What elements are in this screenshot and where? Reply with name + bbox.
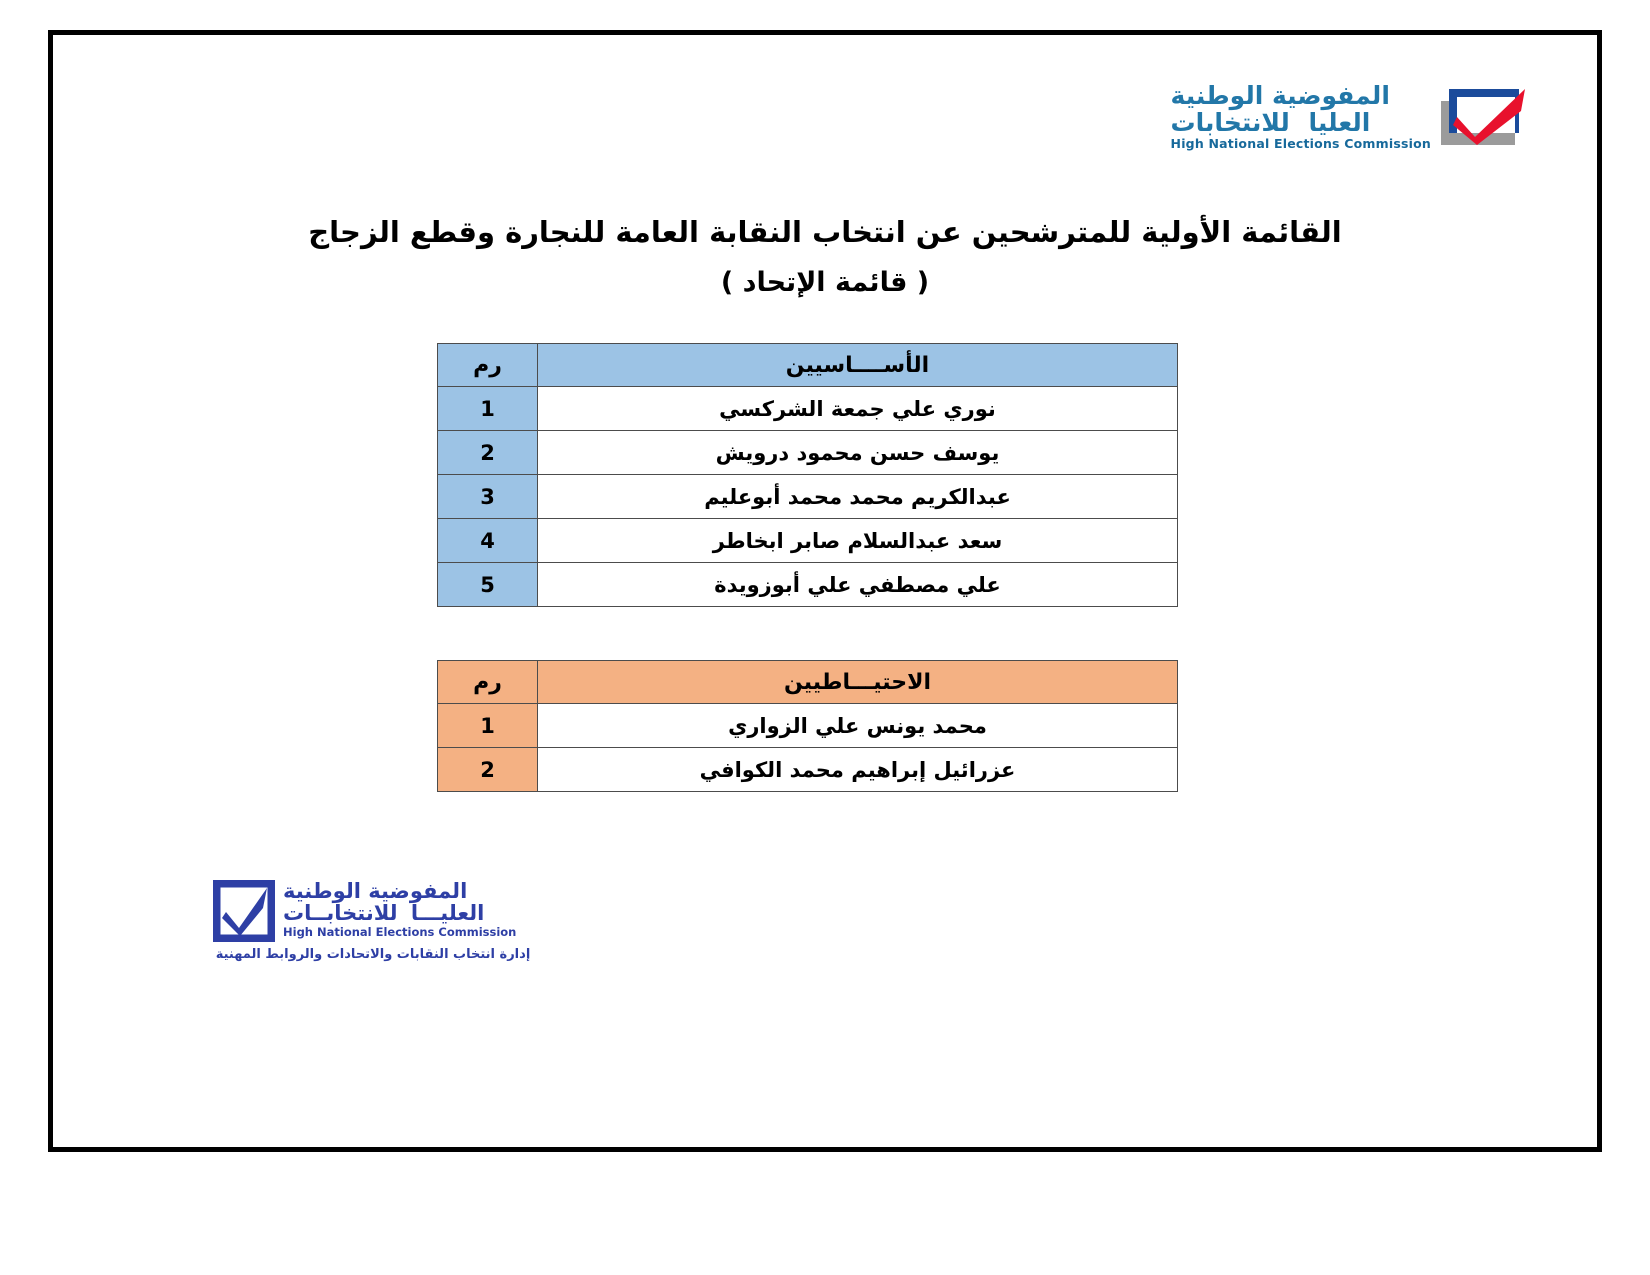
stamp-arabic-line-1: المفوضية الوطنية	[283, 879, 468, 903]
primary-name-column-header: الأســــاسيين	[538, 344, 1178, 387]
candidate-name: عبدالكريم محمد محمد أبوعليم	[538, 475, 1178, 519]
reserve-number-column-header: رم	[438, 661, 538, 704]
table-row	[438, 704, 1178, 748]
candidate-name: يوسف حسن محمود درويش	[538, 431, 1178, 475]
hnec-header-logo	[1171, 83, 1529, 151]
candidate-name: عزرائيل إبراهيم محمد الكوافي	[538, 748, 1178, 792]
stamp-department-line: إدارة انتخاب النقابات والاتحادات والروابط المهنية	[215, 947, 531, 962]
table-row	[438, 748, 1178, 792]
page-subtitle: ( قائمة الإتحاد )	[720, 267, 930, 298]
logo-arabic-line-1: المفوضية الوطنية	[1170, 81, 1390, 110]
table-row	[438, 563, 1178, 607]
candidate-number: 1	[438, 704, 538, 748]
candidate-number: 3	[438, 475, 538, 519]
table-row	[438, 387, 1178, 431]
table-header-row	[438, 344, 1178, 387]
candidate-number: 5	[438, 563, 538, 607]
candidate-name: نوري علي جمعة الشركسي	[538, 387, 1178, 431]
table-row	[438, 475, 1178, 519]
checkmark-in-box-stamp-icon	[213, 880, 275, 942]
candidate-number: 4	[438, 519, 538, 563]
primary-number-column-header: رم	[438, 344, 538, 387]
table-row	[438, 431, 1178, 475]
document-page	[48, 30, 1602, 1152]
checkmark-in-box-icon	[1441, 89, 1529, 145]
candidate-number: 2	[438, 748, 538, 792]
primary-candidates-table	[437, 343, 1178, 607]
candidate-number: 1	[438, 387, 538, 431]
page-title: القائمة الأولية للمترشحين عن انتخاب النقابة العامة للنجارة وقطع الزجاج	[308, 215, 1342, 249]
candidate-number: 2	[438, 431, 538, 475]
stamp-arabic-line-2: العليـــا للانتخابــات	[283, 901, 485, 926]
logo-english-line: High National Elections Commission	[1170, 136, 1431, 151]
candidate-name: سعد عبدالسلام صابر ابخاطر	[538, 519, 1178, 563]
stamp-english-line: High National Elections Commission	[283, 925, 517, 940]
table-header-row	[438, 661, 1178, 704]
reserve-name-column-header: الاحتيـــاطيين	[538, 661, 1178, 704]
reserve-candidates-table	[437, 660, 1178, 792]
candidate-name: علي مصطفي علي أبوزويدة	[538, 563, 1178, 607]
candidate-name: محمد يونس علي الزواري	[538, 704, 1178, 748]
logo-arabic-line-2: العليا للانتخابات	[1170, 108, 1371, 137]
table-row	[438, 519, 1178, 563]
official-ink-stamp	[213, 880, 533, 1000]
